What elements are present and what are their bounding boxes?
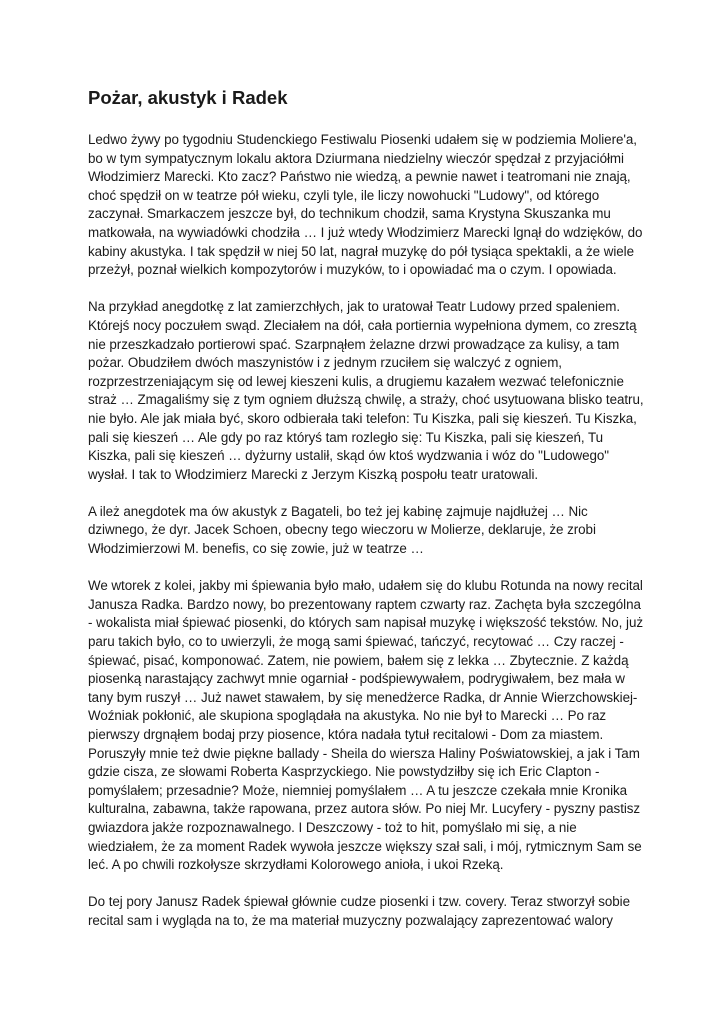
paragraph-4: We wtorek z kolei, jakby mi śpiewania było mało, udałem się do klubu Rotunda na nowy recital Janusza Radka. Bardzo nowy, bo prezentowany raptem czwarty raz. Zachęta była szczególna - wokalista miał śpiewać piosenki, do których sam napisał muzykę i większość tekstów. No, już paru takich było, co to uwierzyli, że mogą sami śpiewać, tańczyć, recytować … Czy raczej - śpiewać, pisać, komponować. Zatem, nie powiem, bałem się z lekka … Zbytecznie. Z każdą piosenką narastający zachwyt mnie ogarniał - podśpiewywałem, podrygiwałem, bez mała w tany bym ruszył … Już nawet stawałem, by się menedżerce Radka, dr Annie Wierzchowskiej-Woźniak pokłonić, ale skupiona spoglądała na akustyka. No nie był to Marecki … Po raz pierwszy drgnąłem bodaj przy piosence, która nadała tytuł recitalowi - Dom za miastem. Poruszyły mnie też dwie piękne ballady - Sheila do wiersza Haliny Poświatowskiej, a jak i Tam gdzie cisza, ze słowami Roberta Kasprzyckiego. Nie powstydziłby się ich Eric Clapton - pomyślałem; przesadnie? Może, niemniej pomyślałem … A tu jeszcze czekała mnie Kronika kulturalna, zabawna, także rapowana, przez autora słów. Po niej Mr. Lucyfery - pyszny pastisz gwiazdora jakże rozpoznawalnego. I Deszczowy - toż to hit, pomyślało mi się, a nie wiedziałem, że za moment Radek wywoła jeszcze większy szał sali, i mój, rytmicznym Sam se leć. A po chwili rozkołysze skrzydłami Kolorowego anioła, i ukoi Rzeką. [88,578,643,873]
document-page [88,86,648,949]
article-title: Pożar, akustyk i Radek [88,87,288,108]
paragraph-1: Ledwo żywy po tygodniu Studenckiego Festiwalu Piosenki udałem się w podziemia Moliere'a, bo w tym sympatycznym lokalu aktora Dziurmana niedzielny wieczór spędzał z przyjaciółmi Włodzimierz Marecki. Kto zacz? Państwo nie wiedzą, a pewnie nawet i teatromani nie znają, choć spędził on w teatrze pół wieku, czyli tyle, ile liczy nowohucki "Ludowy", od którego zaczynał. Smarkaczem jeszcze był, do technikum chodził, sama Krystyna Skuszanka mu matkowała, na wywiadówki chodziła … I już wtedy Włodzimierz Marecki lgnął do wdzięków, do kabiny akustyka. I tak spędził w niej 50 lat, nagrał muzykę do pół tysiąca spektakli, a że wiele przeżył, poznał wielkich kompozytorów i muzyków, to i opowiadać ma o czym. I opowiada. [88,132,643,278]
paragraph-3: A ileż anegdotek ma ów akustyk z Bagateli, bo też jej kabinę zajmuje najdłużej … Nic dziwnego, że dyr. Jacek Schoen, obecny tego wieczoru w Molierze, deklaruje, że zrobi Włodzimierzowi M. benefis, co się zowie, już w teatrze … [88,503,596,557]
paragraph-2: Na przykład anegdotkę z lat zamierzchłych, jak to uratował Teatr Ludowy przed spaleniem. Którejś nocy poczułem swąd. Zleciałem na dół, cała portiernia wypełniona dymem, co zresztą nie przeszkadzało portierowi spać. Szarpnąłem żelazne drzwi prowadzące za kulisy, a tam pożar. Obudziłem dwóch maszynistów i z jednym rzuciłem się walczyć z ogniem, rozprzestrzeniającym się od lewej kieszeni kulis, a drugiemu kazałem wezwać telefonicznie straż … Zmagaliśmy się z tym ogniem dłuższą chwilę, a straży, choć usytuowana blisko teatru, nie było. Ale jak miała być, skoro odbierała taki telefon: Tu Kiszka, pali się kieszeń. Tu Kiszka, pali się kieszeń … Ale gdy po raz któryś tam rozległo się: Tu Kiszka, pali się kieszeń, Tu Kiszka, pali się kieszeń … dyżurny ustalił, skąd ów ktoś wydzwania i wóz do "Ludowego" wysłał. I tak to Włodzimierz Marecki z Jerzym Kiszką pospołu teatr uratowali. [88,299,644,482]
paragraph-5: Do tej pory Janusz Radek śpiewał głównie cudze piosenki i tzw. covery. Teraz stworzył sobie recital sam i wygląda na to, że ma materiał muzyczny pozwalający zaprezentować walory [88,894,630,928]
